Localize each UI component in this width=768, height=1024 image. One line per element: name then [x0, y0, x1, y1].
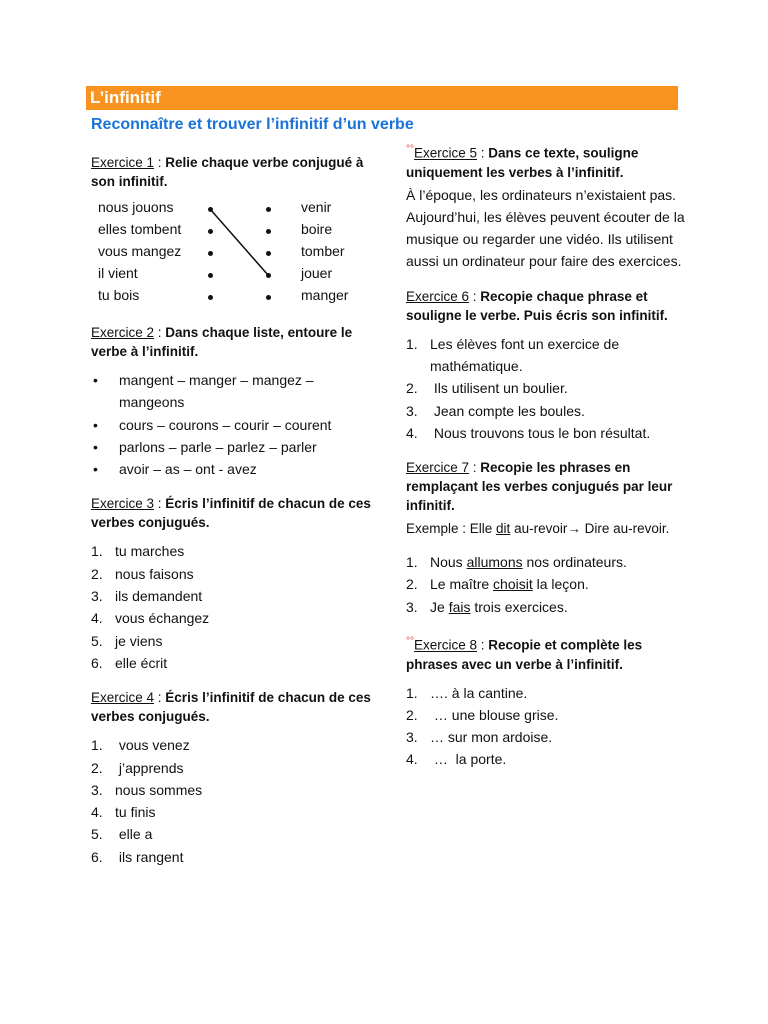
- list-item: 3. Je fais trois exercices.: [406, 598, 568, 615]
- list-item-text: nous faisons: [115, 565, 194, 582]
- list-item: 4. tu finis: [91, 801, 381, 823]
- exercise-2-label: Exercice 2: [91, 325, 155, 340]
- list-item: 1. vous venez: [91, 734, 381, 756]
- right-column: [406, 140, 696, 785]
- match-right-item: manger: [301, 287, 349, 303]
- exercise-1-heading: Exercice 1 : Relie chaque verbe conjugué à son infinitif.: [91, 155, 364, 189]
- exercise-4-instruction: Écris l’infinitif de chacun de ces verbes conjugués.: [91, 690, 371, 725]
- list-item: 4. Nous trouvons tous le bon résultat.: [406, 422, 696, 444]
- list-item: 6. elle écrit: [91, 652, 381, 674]
- list-item: 3. ils demandent: [91, 585, 381, 607]
- list-item-text: avoir – as – ont - avez: [119, 461, 257, 478]
- exercise-7: [406, 458, 696, 618]
- list-item-text: parlons – parle – parlez – parler: [119, 438, 317, 455]
- exercise-3-instruction: Écris l’infinitif de chacun de ces verbes conjugués.: [91, 496, 371, 531]
- sentence-end: nos ordinateurs.: [522, 554, 627, 571]
- example-verb: dit: [496, 521, 511, 537]
- list-item: • mangent – manger – mangez – mangeons: [91, 369, 381, 414]
- list-item: 2. … une blouse grise.: [406, 704, 696, 726]
- list-item-text: ils rangent: [115, 848, 184, 865]
- list-item: • parlons – parle – parlez – parler: [91, 436, 381, 458]
- list-item-text: cours – courons – courir – courent: [119, 416, 332, 433]
- list-item-text: je viens: [115, 632, 163, 649]
- list-item: 1. Les élèves font un exercice de mathématique.: [406, 333, 696, 378]
- arrow-right-icon: →: [567, 521, 581, 537]
- exercise-2-instruction: Dans chaque liste, entoure le verbe à l’infinitif.: [91, 325, 353, 359]
- match-left-item: vous mangez: [98, 243, 182, 259]
- list-item: 2. Ils utilisent un boulier.: [406, 377, 696, 399]
- list-item-text: Nous trouvons tous le bon résultat.: [430, 424, 651, 441]
- exercise-7-example: [406, 519, 696, 539]
- exercise-1: [91, 153, 381, 309]
- list-item-text: Ils utilisent un boulier.: [430, 380, 568, 397]
- exercise-6-list: [406, 333, 696, 444]
- list-item-text: … la porte.: [430, 751, 507, 768]
- exercise-3-heading: Exercice 3 : Écris l’infinitif de chacun de ces verbes conjugués.: [91, 496, 371, 531]
- list-item: • cours – courons – courir – courent: [91, 414, 381, 436]
- exercise-7-instruction: Recopie les phrases en remplaçant les verbes conjugués par leur infinitif.: [406, 460, 673, 514]
- exercise-8-heading: °°Exercice 8 : Recopie et complète les phrases avec un verbe à l’infinitif.: [406, 636, 643, 672]
- exercise-7-heading: Exercice 7 : Recopie les phrases en remplaçant les verbes conjugués par leur infinitif.: [406, 460, 673, 514]
- example-suffix: Dire au-revoir.: [580, 521, 670, 537]
- list-item-text: tu marches: [115, 543, 185, 560]
- match-left-item: elles tombent: [98, 221, 182, 237]
- example-mid: au-revoir: [510, 521, 568, 537]
- exercise-5-heading: °°Exercice 5 : Dans ce texte, souligne uniquement les verbes à l’infinitif.: [406, 144, 639, 180]
- list-item-text: nous sommes: [115, 781, 203, 798]
- list-item: 1. Nous allumons nos ordinateurs.: [406, 554, 627, 571]
- match-left-item: nous jouons: [98, 199, 174, 215]
- list-item: • avoir – as – ont - avez: [91, 458, 381, 480]
- list-item-text: …. à la cantine.: [430, 684, 528, 701]
- exercise-4-heading: Exercice 4 : Écris l’infinitif de chacun de ces verbes conjugués.: [91, 690, 371, 725]
- list-item-text: Jean compte les boules.: [430, 402, 585, 419]
- exercise-7-list: [406, 551, 696, 618]
- sentence-verb: fais: [448, 598, 471, 615]
- sentence-start: Je: [430, 598, 449, 615]
- exercise-4-label: Exercice 4: [91, 690, 155, 706]
- exercise-8: [406, 632, 696, 771]
- list-item-text: elle écrit: [115, 654, 168, 671]
- list-item-text: tu finis: [115, 804, 156, 821]
- list-item-text: mangent – manger – mangez – mangeons: [119, 372, 314, 411]
- list-item: 2. Le maître choisit la leçon.: [406, 576, 589, 593]
- match-left-item: il vient: [98, 265, 138, 281]
- left-column: [91, 153, 381, 882]
- list-item: 2. j’apprends: [91, 757, 381, 779]
- list-item: 4. … la porte.: [406, 748, 696, 770]
- exercise-2: [91, 323, 381, 480]
- list-item-text: vous venez: [115, 737, 190, 754]
- sentence-verb: choisit: [493, 576, 533, 593]
- match-left-item: tu bois: [98, 287, 140, 303]
- list-item: 2. nous faisons: [91, 563, 381, 585]
- exercise-5-label: Exercice 5: [414, 145, 478, 161]
- exercise-8-list: [406, 682, 696, 771]
- matching-grid: [91, 199, 371, 309]
- difficulty-stars: °°: [406, 144, 414, 155]
- list-item-text: vous échangez: [115, 610, 210, 627]
- example-prefix: Exemple : Elle: [406, 521, 497, 537]
- page-subtitle: Reconnaître et trouver l’infinitif d’un verbe: [91, 116, 414, 133]
- list-item: 1. …. à la cantine.: [406, 682, 696, 704]
- list-item: 5. elle a: [91, 823, 381, 845]
- sentence-end: la leçon.: [532, 576, 589, 593]
- match-right-item: venir: [301, 199, 332, 215]
- list-item: 3. … sur mon ardoise.: [406, 726, 696, 748]
- sentence-start: Le maître: [430, 576, 494, 593]
- exercise-6-label: Exercice 6: [406, 288, 470, 304]
- exercise-4: [91, 688, 381, 868]
- exercise-3: [91, 494, 381, 674]
- exercise-5-instruction: Dans ce texte, souligne uniquement les verbes à l’infinitif.: [406, 145, 639, 180]
- list-item-text: … une blouse grise.: [430, 706, 559, 723]
- title-banner: [86, 86, 678, 110]
- exercise-8-instruction: Recopie et complète les phrases avec un verbe à l’infinitif.: [406, 637, 643, 672]
- list-item: 3. nous sommes: [91, 779, 381, 801]
- list-item: 1. tu marches: [91, 540, 381, 562]
- exercise-6-heading: Exercice 6 : Recopie chaque phrase et souligne le verbe. Puis écris son infinitif.: [406, 288, 668, 323]
- match-right-item: jouer: [301, 265, 333, 281]
- exercise-3-list: [91, 540, 381, 674]
- list-item-text: … sur mon ardoise.: [430, 729, 553, 746]
- exercise-6-instruction: Recopie chaque phrase et souligne le verbe. Puis écris son infinitif.: [406, 288, 668, 323]
- exercise-6: [406, 287, 696, 444]
- list-item: 4. vous échangez: [91, 607, 381, 629]
- list-item: 5. je viens: [91, 630, 381, 652]
- list-item-text: elle a: [115, 826, 153, 843]
- exercise-5-text: À l’époque, les ordinateurs n’existaient pas. Aujourd’hui, les élèves peuvent écouter de la musique ou regarder une vidéo. Ils utilisent aussi un ordinateur pour faire des exercices.: [406, 186, 685, 270]
- sentence-verb: allumons: [466, 554, 523, 571]
- list-item-text: Les élèves font un exercice de mathématique.: [430, 335, 620, 374]
- exercise-1-instruction: Relie chaque verbe conjugué à son infinitif.: [91, 155, 364, 189]
- exercise-3-label: Exercice 3: [91, 496, 155, 512]
- match-right-item: boire: [301, 221, 333, 237]
- sentence-start: Nous: [430, 554, 467, 571]
- exercise-2-heading: Exercice 2 : Dans chaque liste, entoure le verbe à l’infinitif.: [91, 325, 353, 359]
- list-item-text: j’apprends: [115, 759, 184, 776]
- list-item: 3. Jean compte les boules.: [406, 400, 696, 422]
- exercise-4-list: [91, 734, 381, 868]
- exercise-7-label: Exercice 7: [406, 460, 470, 476]
- difficulty-stars: °°: [406, 636, 414, 648]
- exercise-2-list: [91, 369, 381, 480]
- list-item: 6. ils rangent: [91, 846, 381, 868]
- sentence-end: trois exercices.: [470, 598, 568, 615]
- exercise-5: [406, 140, 696, 273]
- page-title: L’infinitif: [90, 88, 161, 107]
- exercise-8-label: Exercice 8: [414, 637, 478, 653]
- match-right-item: tomber: [301, 243, 345, 259]
- exercise-1-label: Exercice 1: [91, 155, 155, 170]
- list-item-text: ils demandent: [115, 588, 203, 605]
